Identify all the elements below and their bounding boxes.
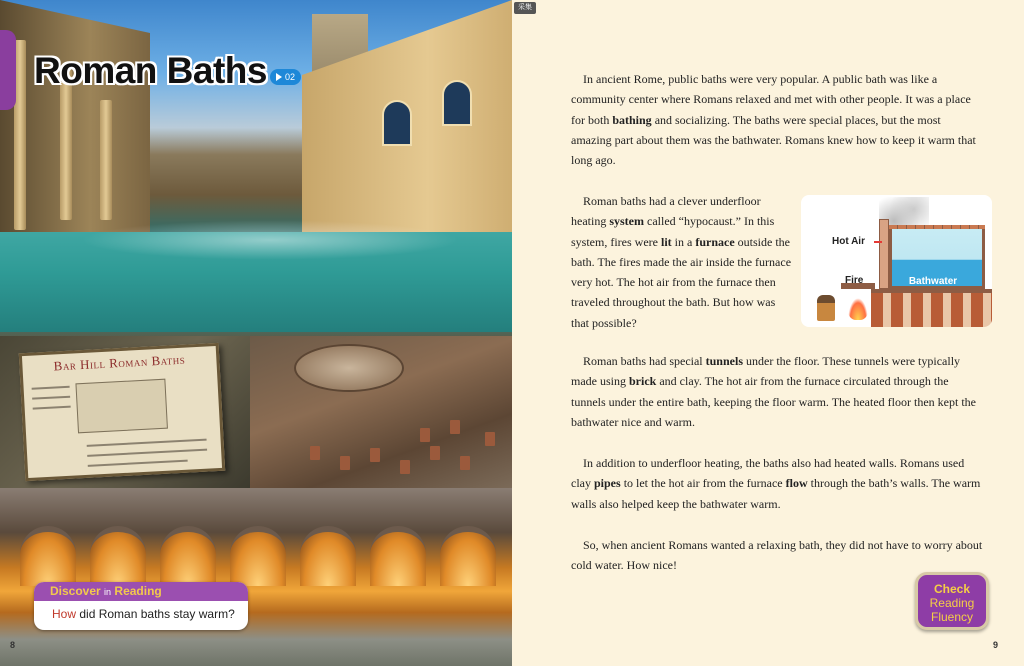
sign-text-line xyxy=(32,386,70,390)
arched-window xyxy=(442,80,472,126)
glowing-arch xyxy=(230,526,286,586)
column xyxy=(60,70,72,220)
audio-track-number: 02 xyxy=(285,72,296,82)
pila-stack xyxy=(370,448,380,462)
glowing-arch xyxy=(160,526,216,586)
column xyxy=(100,100,112,220)
glowing-arch xyxy=(90,526,146,586)
discover-question xyxy=(34,601,248,621)
bathwater-label: Bathwater xyxy=(908,276,958,287)
check-reading-fluency-button[interactable] xyxy=(915,572,989,630)
pila-stack xyxy=(340,456,350,470)
glowing-hypocaust-photo xyxy=(0,488,512,666)
bath-wall xyxy=(889,225,985,229)
page-number-left: 8 xyxy=(10,640,16,650)
glowing-arch xyxy=(440,526,496,586)
fluency-label: Fluency xyxy=(930,610,974,624)
paragraph-5: So, when ancient Romans wanted a relaxing bath, they did not have to worry about cold water. How nice! xyxy=(571,538,983,573)
right-page xyxy=(512,0,1024,666)
sign-drawing xyxy=(75,379,167,434)
sign-text-line xyxy=(33,406,71,410)
bar-hill-sign-photo xyxy=(0,336,250,488)
discover-heading xyxy=(34,582,248,601)
audio-play-button[interactable] xyxy=(270,69,301,85)
pila-stack xyxy=(430,446,440,460)
page-title: Roman Baths xyxy=(34,50,267,91)
arched-window xyxy=(382,100,412,146)
information-sign xyxy=(19,343,225,481)
discover-heading-small: in xyxy=(104,587,112,597)
pila-stack xyxy=(420,428,430,442)
question-wh-word: How xyxy=(52,607,77,621)
glowing-arch xyxy=(370,526,426,586)
question-text: did Roman baths stay warm? xyxy=(76,607,235,621)
check-label: Check xyxy=(933,582,971,596)
page-number-right: 9 xyxy=(993,640,999,650)
hot-air-arrow xyxy=(874,241,882,243)
sign-title: Bar Hill Roman Baths xyxy=(53,351,186,374)
sign-text-line xyxy=(88,460,188,467)
hypocaust-diagram xyxy=(801,195,992,327)
paragraph-2: Roman baths had a clever underfloor heating system called “hypocaust.” In this system, fires were lit in a furnace outside the bath. The fires made the air inside the furnace very hot. The hot air from the furnace then traveled throughout the bath. But how was that possible? xyxy=(571,194,792,330)
pila-stack xyxy=(485,432,495,446)
pila-stack xyxy=(450,420,460,434)
pila-stack xyxy=(460,456,470,470)
discover-in-reading-box xyxy=(34,582,248,630)
glowing-arch xyxy=(300,526,356,586)
hot-air-label: Hot Air xyxy=(832,236,865,247)
section-tab xyxy=(0,30,16,110)
chimney xyxy=(879,219,889,289)
glowing-arch xyxy=(20,526,76,586)
sign-text-line xyxy=(87,439,207,447)
fire-label: Fire xyxy=(845,275,864,286)
paragraph-1: In ancient Rome, public baths were very popular. A public bath was like a community center where Romans relaxed and met with other people. It was a place for both bathing and socializing. The baths were special places, but the most amazing part about them was the bathwater. Romans knew how to keep it warm that long ago. xyxy=(571,72,976,168)
pila-stack xyxy=(310,446,320,460)
capture-tag[interactable]: 采集 xyxy=(514,2,536,14)
stone-disc xyxy=(294,344,404,392)
discover-heading-main: Discover xyxy=(50,584,101,598)
fire-icon xyxy=(848,298,868,320)
steam xyxy=(80,220,460,260)
paragraph-3: Roman baths had special tunnels under the floor. These tunnels were typically made using brick and clay. The hot air from the furnace circulated through the tunnels under the entire bath, keeping the floor warm. The heated floor then kept the bathwater nice and warm. xyxy=(571,354,976,429)
paragraph-4: In addition to underfloor heating, the baths also had heated walls. Romans used clay pipes to let the hot air from the furnace flow through the bath’s walls. The warm walls also helped keep the bathwater warm. xyxy=(571,456,981,511)
pila-stack xyxy=(400,460,410,474)
discover-heading-end: Reading xyxy=(114,584,162,598)
worker-figure xyxy=(817,295,835,321)
reading-label: Reading xyxy=(929,596,975,610)
hypocaust-ruins-photo xyxy=(250,336,512,488)
sign-text-line xyxy=(32,396,70,400)
sign-text-line xyxy=(87,449,207,457)
play-icon xyxy=(276,73,282,81)
brick-floor xyxy=(871,289,992,327)
